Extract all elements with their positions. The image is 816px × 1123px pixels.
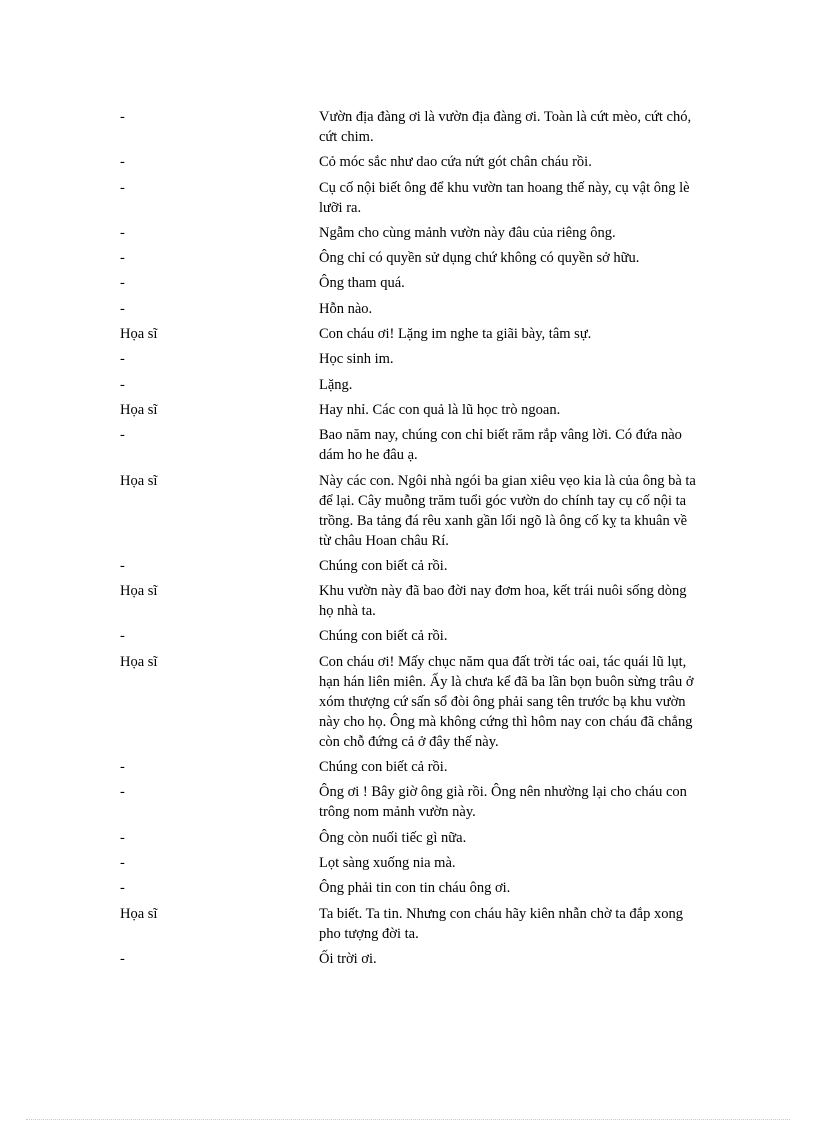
speaker-label: - [120, 759, 125, 776]
dialogue-line: Ta biết. Ta tin. Nhưng con cháu hãy kiên nhẫn chờ ta đắp xong pho tượng đời ta. [319, 905, 683, 942]
dialogue-line: Bao năm nay, chúng con chỉ biết răm rắp vâng lời. Có đứa nào dám ho he đâu ạ. [319, 427, 682, 464]
page-bottom-divider [26, 1119, 790, 1120]
dialogue-row [0, 904, 816, 949]
speaker-label: - [120, 628, 125, 645]
dialogue-row [0, 581, 816, 626]
dialogue-row [0, 273, 816, 298]
dialogue-line: Cụ cố nội biết ông để khu vườn tan hoang thế này, cụ vật ông lè lưỡi ra. [319, 179, 690, 216]
speaker-label: - [120, 109, 125, 125]
speaker-label: - [120, 351, 125, 368]
dialogue-row [0, 178, 816, 223]
dialogue-row [0, 107, 816, 152]
speaker-label: Họa sĩ [120, 401, 158, 418]
dialogue-row [0, 299, 816, 324]
dialogue-line: Này các con. Ngôi nhà ngói ba gian xiêu vẹo kia là của ông bà ta để lại. Cây muỗng trăm tuổi góc vườn do chính tay cụ cố nội ta trồng. Ba tảng đá rêu xanh gần lối ngõ là ông cố kỵ ta khuân về từ châu Hoan châu Rí. [319, 472, 696, 549]
speaker-label: - [120, 275, 125, 292]
dialogue-line: Chúng con biết cả rồi. [319, 557, 448, 574]
dialogue-row [0, 757, 816, 782]
dialogue-row [0, 652, 816, 757]
dialogue-row [0, 949, 816, 974]
speaker-label: - [120, 376, 125, 393]
dialogue-line: Vườn địa đàng ơi là vườn địa đàng ơi. Toàn là cứt mèo, cứt chó, cứt chim. [319, 109, 692, 145]
dialogue-line: Chúng con biết cả rồi. [319, 759, 448, 776]
speaker-label: - [120, 854, 125, 871]
dialogue-line: Hay nhỉ. Các con quả là lũ học trò ngoan. [319, 401, 561, 418]
dialogue-script [0, 107, 816, 974]
speaker-label: - [120, 224, 125, 241]
dialogue-row [0, 878, 816, 903]
speaker-label: - [120, 154, 125, 171]
dialogue-line: Khu vườn này đã bao đời nay đơm hoa, kết trái nuôi sống dòng họ nhà ta. [319, 583, 687, 620]
dialogue-line: Ông còn nuối tiếc gì nữa. [319, 829, 467, 846]
dialogue-row [0, 223, 816, 248]
dialogue-line: Cỏ móc sắc như dao cứa nứt gót chân cháu rồi. [319, 154, 592, 171]
speaker-label: - [120, 427, 125, 444]
dialogue-line: Ông ơi ! Bây giờ ông già rồi. Ông nên nhường lại cho cháu con trông nom mảnh vườn này. [319, 784, 687, 821]
dialogue-row [0, 853, 816, 878]
speaker-label: - [120, 179, 125, 196]
dialogue-row [0, 425, 816, 470]
dialogue-row [0, 782, 816, 827]
dialogue-row [0, 152, 816, 177]
dialogue-row [0, 324, 816, 349]
speaker-label: - [120, 557, 125, 574]
speaker-label: - [120, 250, 125, 267]
dialogue-line: Hỗn nào. [319, 300, 373, 317]
dialogue-line: Ông tham quá. [319, 275, 405, 292]
speaker-label: - [120, 880, 125, 897]
dialogue-line: Lặng. [319, 376, 353, 393]
speaker-label: - [120, 784, 125, 801]
speaker-label: - [120, 950, 125, 967]
dialogue-row [0, 400, 816, 425]
dialogue-line: Con cháu ơi! Mấy chục năm qua đất trời tác oai, tác quái lũ lụt, hạn hán liên miên. Ấy là chưa kể đã ba lần bọn buôn sừng trâu ở xóm thượng cứ sấn sổ đòi ông phải sang tên trước bạ khu vườn này cho họ. Ông mà không cứng thì hôm nay con cháu đã chẳng còn chỗ đứng cả ở đây thế này. [319, 653, 694, 750]
dialogue-row [0, 626, 816, 651]
speaker-label: - [120, 300, 125, 317]
dialogue-line: Học sinh im. [319, 351, 394, 368]
speaker-label: Họa sĩ [120, 326, 158, 343]
dialogue-row [0, 248, 816, 273]
speaker-label: Họa sĩ [120, 905, 158, 922]
dialogue-row [0, 471, 816, 556]
dialogue-row [0, 556, 816, 581]
speaker-label: Họa sĩ [120, 472, 158, 489]
speaker-label: - [120, 829, 125, 846]
dialogue-row [0, 828, 816, 853]
dialogue-line: Chúng con biết cả rồi. [319, 628, 448, 645]
dialogue-row [0, 349, 816, 374]
dialogue-row [0, 375, 816, 400]
dialogue-line: Ối trời ơi. [319, 950, 377, 967]
dialogue-line: Con cháu ơi! Lặng im nghe ta giãi bày, tâm sự. [319, 326, 592, 343]
dialogue-line: Ông chỉ có quyền sử dụng chứ không có quyền sở hữu. [319, 250, 640, 267]
speaker-label: Họa sĩ [120, 653, 158, 670]
speaker-label: Họa sĩ [120, 583, 158, 600]
dialogue-line: Lọt sàng xuống nia mà. [319, 854, 456, 871]
dialogue-line: Ngẫm cho cùng mảnh vườn này đâu của riêng ông. [319, 224, 616, 241]
dialogue-line: Ông phải tin con tin cháu ông ơi. [319, 880, 511, 897]
